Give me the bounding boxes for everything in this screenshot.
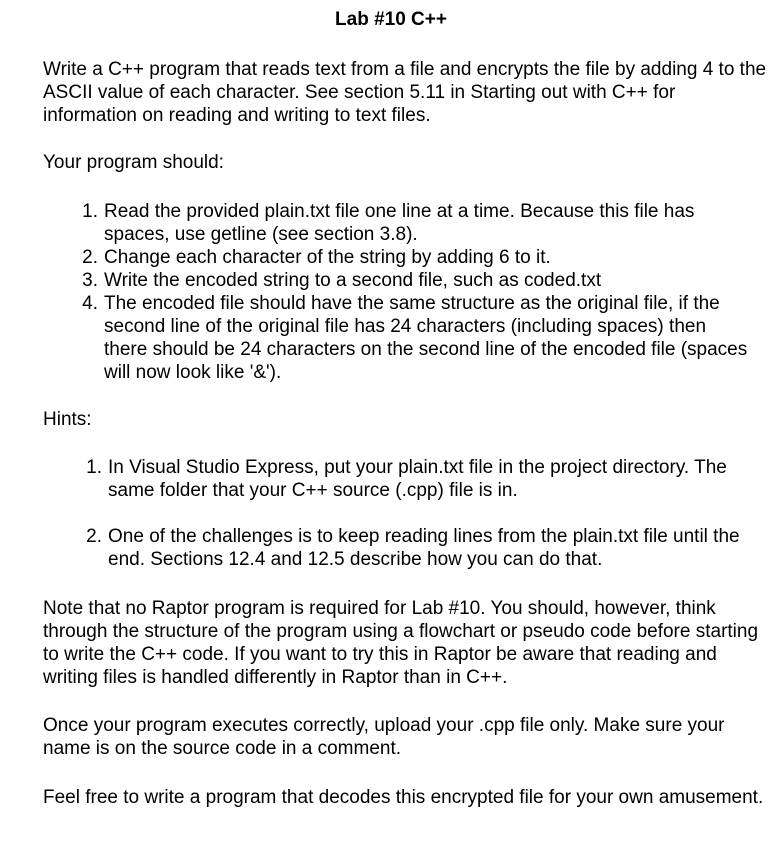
list-number: 2. bbox=[82, 247, 98, 268]
list-item bbox=[82, 200, 754, 246]
list-item bbox=[82, 269, 754, 292]
steps-list bbox=[82, 200, 754, 384]
list-item-text: Change each character of the string by adding 6 to it. bbox=[104, 247, 551, 268]
intro-paragraph: Write a C++ program that reads text from a file and encrypts the file by adding 4 to the ASCII value of each character. See section 5.11 in Starting out with C++ for information on reading and writing to text files. bbox=[43, 59, 767, 126]
list-number: 3. bbox=[82, 270, 98, 291]
list-item bbox=[86, 525, 766, 571]
list-item-text: The encoded file should have the same structure as the original file, if the second line of the original file has 24 characters (including spaces) then there should be 24 characters on the second line of the encoded file (spaces will now look like '&'). bbox=[104, 293, 748, 383]
list-number: 2. bbox=[86, 526, 102, 547]
list-item bbox=[86, 456, 766, 502]
list-number: 1. bbox=[86, 457, 102, 478]
hints-heading: Hints: bbox=[43, 409, 92, 430]
closing-paragraph: Feel free to write a program that decodes this encrypted file for your own amusement. bbox=[43, 787, 764, 808]
list-item bbox=[82, 246, 754, 269]
hints-list bbox=[86, 456, 766, 571]
list-item-text: Read the provided plain.txt file one line at a time. Because this file has spaces, use getline (see section 3.8). bbox=[104, 201, 695, 245]
list-item-text: One of the challenges is to keep reading lines from the plain.txt file until the end. Sections 12.4 and 12.5 describe how you can do that. bbox=[108, 526, 740, 570]
program-heading: Your program should: bbox=[43, 152, 224, 173]
note-paragraph: Note that no Raptor program is required for Lab #10. You should, however, think through the structure of the program using a flowchart or pseudo code before starting to write the C++ code. If you want to try this in Raptor be aware that reading and writing files is handled differently in Raptor than in C++. bbox=[43, 598, 759, 688]
list-item bbox=[82, 292, 754, 384]
list-item-text: Write the encoded string to a second file, such as coded.txt bbox=[104, 270, 602, 291]
list-item-text: In Visual Studio Express, put your plain.txt file in the project directory. The same folder that your C++ source (.cpp) file is in. bbox=[108, 457, 727, 501]
list-number: 4. bbox=[82, 293, 98, 314]
upload-paragraph: Once your program executes correctly, upload your .cpp file only. Make sure your name is on the source code in a comment. bbox=[43, 715, 725, 759]
list-number: 1. bbox=[82, 201, 98, 222]
page-title: Lab #10 C++ bbox=[335, 9, 447, 30]
